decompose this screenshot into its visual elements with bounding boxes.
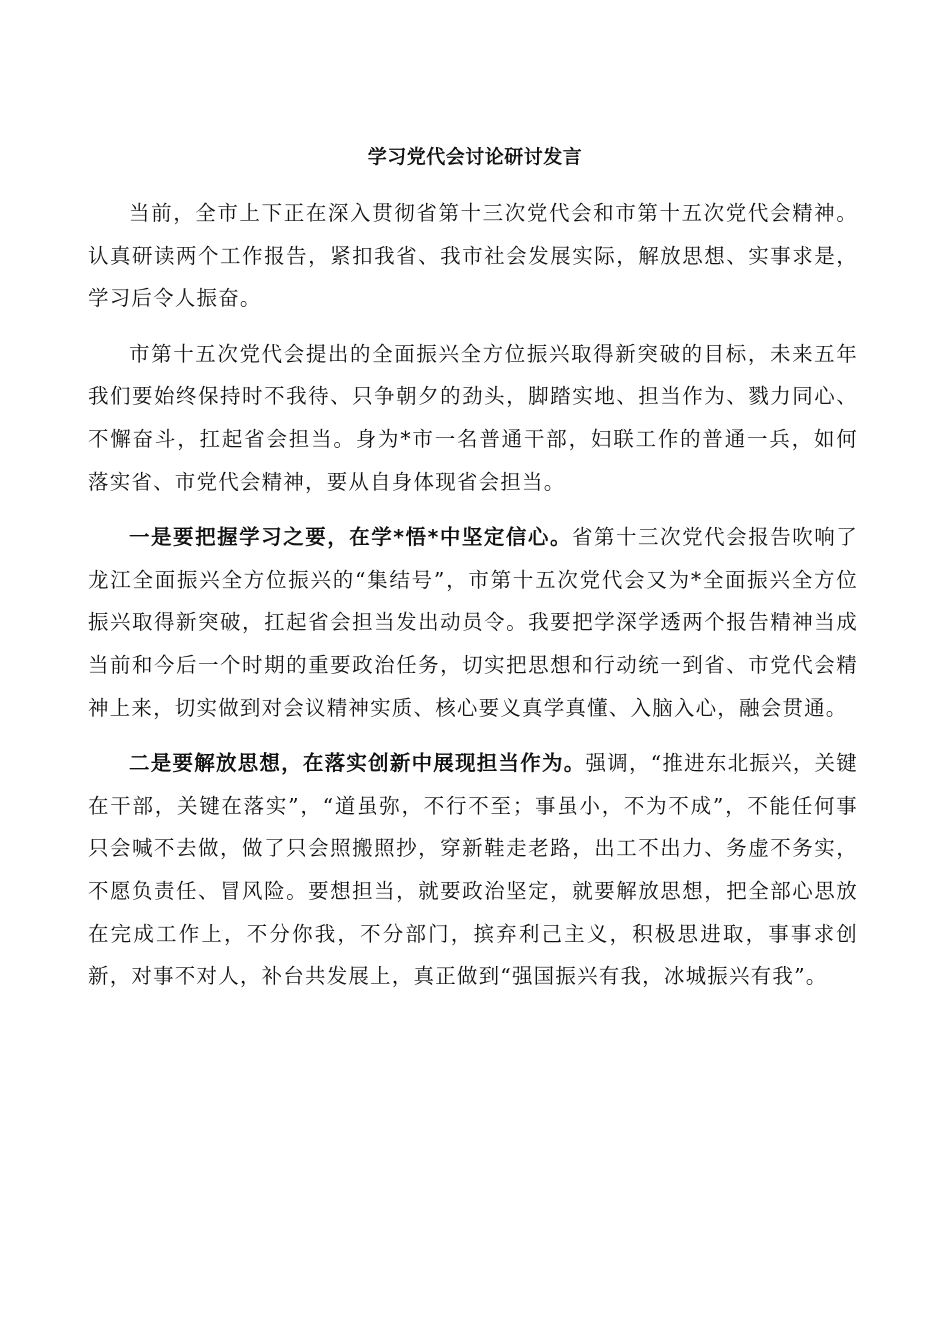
- paragraph-point-one: [88, 516, 858, 729]
- document-body: [88, 192, 858, 1011]
- paragraph-lead: 一是要把握学习之要，在学*悟*中坚定信心。: [129, 525, 572, 550]
- paragraph-text: 强调，“推进东北振兴，关键在干部，关键在落实”，“道虽弥，不行不至；事虽小，不为不成”，不能任何事只会喊不去做，做了只会照搬照抄，穿新鞋走老路，出工不出力、务虚不务实，不愿负责任、冒风险。要想担当，就要政治坚定，就要解放思想，把全部心思放在完成工作上，不分你我，不分部门，摈弃利己主义，积极思进取，事事求创新，对事不对人，补台共发展上，真正做到“强国振兴有我，冰城振兴有我”。: [88, 751, 858, 989]
- paragraph-text: 省第十三次党代会报告吹响了龙江全面振兴全方位振兴的“集结号”，市第十五次党代会又为*全面振兴全方位振兴取得新突破，扛起省会担当发出动员令。我要把学深学透两个报告精神当成当前和今后一个时期的重要政治任务，切实把思想和行动统一到省、市党代会精神上来，切实做到对会议精神实质、核心要义真学真懂、入脑入心，融会贯通。: [88, 525, 858, 720]
- paragraph-lead: 二是要解放思想，在落实创新中展现担当作为。: [129, 751, 586, 776]
- paragraph-goal: [88, 333, 858, 503]
- paragraph-text: 当前，全市上下正在深入贯彻省第十三次党代会和市第十五次党代会精神。认真研读两个工作报告，紧扣我省、我市社会发展实际，解放思想、实事求是，学习后令人振奋。: [88, 201, 858, 311]
- paragraph-text: 市第十五次党代会提出的全面振兴全方位振兴取得新突破的目标，未来五年我们要始终保持时不我待、只争朝夕的劲头，脚踏实地、担当作为、戮力同心、不懈奋斗，扛起省会担当。身为*市一名普通干部，妇联工作的普通一兵，如何落实省、市党代会精神，要从自身体现省会担当。: [88, 341, 858, 494]
- paragraph-point-two: [88, 742, 858, 998]
- document-title: 学习党代会讨论研讨发言: [367, 146, 583, 168]
- paragraph-intro: [88, 192, 858, 320]
